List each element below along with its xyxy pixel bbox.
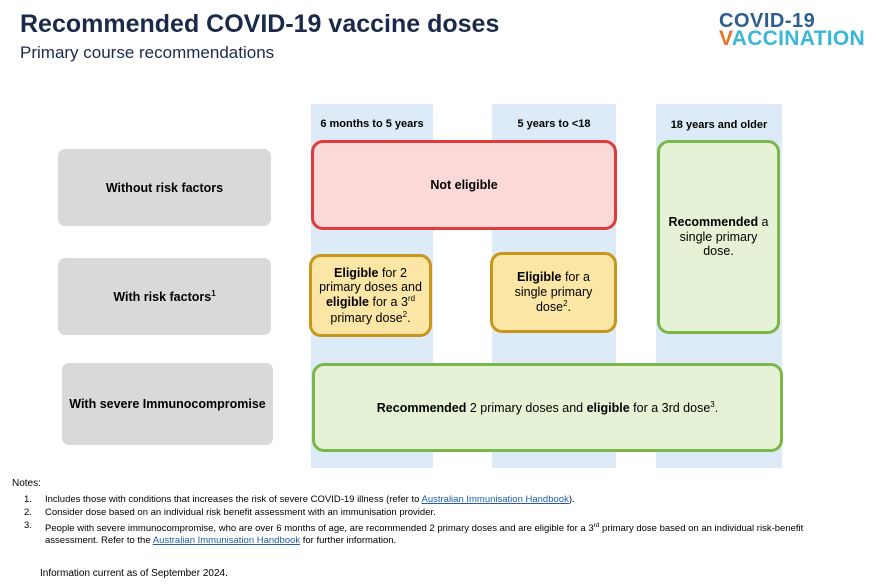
logo-v-letter: V: [719, 27, 732, 50]
page-title: Recommended COVID-19 vaccine doses: [20, 10, 500, 38]
column-header-5y-18: 5 years to <18: [517, 118, 591, 130]
not-eligible-text: Not eligible: [430, 177, 498, 192]
information-date: Information current as of September 2024.: [40, 568, 228, 579]
row-label-severe-immunocompromise: [62, 363, 273, 445]
column-header-18-plus: 18 years and older: [670, 119, 768, 131]
severe-recommended-box: [312, 363, 783, 452]
row-label-without-risk-text: Without risk factors: [105, 180, 224, 195]
row-label-with-risk-text: With risk factors$^1$: [113, 288, 216, 305]
page-subtitle: Primary course recommendations: [20, 43, 275, 62]
note-text: Consider dose based on an individual risk benefit assessment with an immunisation provider.: [45, 507, 436, 518]
teen-risk-box: [490, 252, 617, 333]
note-number: 3.: [24, 520, 32, 531]
covid-vaccination-logo: [719, 10, 871, 52]
column-header-6m-5y: 6 months to 5 years: [320, 118, 424, 130]
row-label-severe-text: With severe Immunocompromise: [69, 397, 266, 411]
logo-line-1: COVID-19: [719, 10, 816, 32]
row-label-with-risk: [58, 258, 271, 335]
note-item-1: [24, 494, 864, 506]
note-item-3: [24, 520, 864, 546]
note-text: Includes those with conditions that increases the risk of severe COVID-19 illness (refer to Australian Immunisation Handbook).: [45, 494, 575, 505]
logo-line-2: [719, 27, 865, 51]
note-number: 2.: [24, 507, 32, 518]
severe-recommended-text: Recommended 2 primary doses and eligible for a 3rd dose$^3$.: [376, 399, 719, 415]
teen-risk-text: Eligible for a single primary dose$^2$.: [514, 270, 593, 315]
not-eligible-box: [311, 140, 617, 230]
young-risk-box: [309, 254, 432, 337]
notes-title: Notes:: [12, 478, 41, 489]
logo-line-2-rest: ACCINATION: [731, 27, 866, 50]
adult-recommended-box: [657, 140, 780, 334]
note-item-2: [24, 507, 864, 519]
adult-recommended-text: Recommended a single primary dose.: [668, 215, 769, 259]
young-risk-text: Eligible for 2 primary doses and eligible for a 3rd primary dose$^2$.: [319, 265, 422, 326]
handbook-link[interactable]: Australian Immunisation Handbook: [152, 535, 301, 547]
row-label-without-risk: [58, 149, 271, 226]
handbook-link[interactable]: Australian Immunisation Handbook: [421, 494, 569, 505]
note-text: People with severe immunocompromise, who are over 6 months of age, are recommended 2 primary doses and are eligible for a 3rd primary dose based on an individual risk-benefit assessment. Refer to the Australian Immunisation Handbook for further information.: [45, 522, 804, 547]
note-number: 1.: [24, 494, 32, 505]
